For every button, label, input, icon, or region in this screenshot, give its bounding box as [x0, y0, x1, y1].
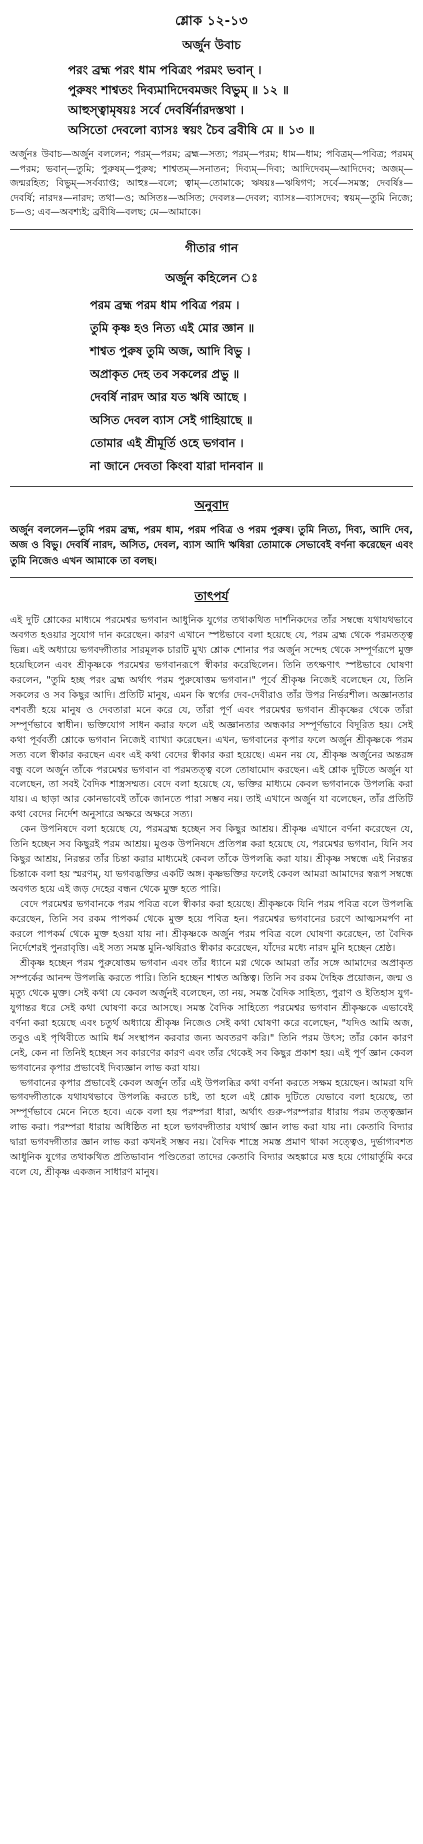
sanskrit-verse — [10, 60, 413, 140]
section-divider — [10, 486, 413, 487]
verse-line: পুরুষং শাশ্বতং দিব্যমাদিদেবমজং বিভুম্ ॥ ১২ ॥ — [68, 83, 289, 97]
translation-title: অনুবাদ — [194, 497, 229, 512]
purport-paragraph: বেদে পরমেশ্বর ভগবানকে পরম পবিত্র বলে স্বীকার করা হয়েছে। শ্রীকৃষ্ণকে যিনি পরম পবিত্র বলে উপলব্ধি করেছেন, তিনি সব রকম পাপকর্ম থেকে মুক্ত হয়ে পবিত্র হন। পরমেশ্বর ভগবানের চরণে আত্মসমর্পণ না করলে পাপকর্ম থেকে মুক্ত হওয়া যায় না। শ্রীকৃষ্ণকে অর্জুন পরম পবিত্র বলে ঘোষণা করেছেন, তা বৈদিক নির্দেশেরই পুনরাবৃত্তি। এই সত্য সমস্ত মুনি-ঋষিরাও স্বীকার করেছেন, যাঁদের মধ্যে নারদ মুনি হচ্ছেন শ্রেষ্ঠ। — [10, 898, 413, 955]
section-divider — [10, 577, 413, 578]
section-divider — [10, 229, 413, 230]
song-line: অপ্রাকৃত দেহ তব সকলের প্রভু ॥ — [90, 366, 240, 381]
song-line: তোমার এই শ্রীমূর্তি ওহে ভগবান । — [90, 435, 244, 450]
song-line: তুমি কৃষ্ণ হও নিত্য এই মোর জ্ঞান ॥ — [90, 320, 255, 335]
translation-text: অর্জুন বললেন—তুমি পরম ব্রহ্ম, পরম ধাম, পরম পবিত্র ও পরম পুরুষ। তুমি নিত্য, দিব্য, আদি দেব, অজ ও বিভু। দেবর্ষি নারদ, অসিত, দেবল, ব্যাস আদি ঋষিরা তোমাকে সেভাবেই বর্ণনা করেছেন এবং তুমি নিজেও এখন আমাকে তা বলছ। — [10, 524, 413, 567]
song-line: পরম ব্রহ্ম পরম ধাম পবিত্র পরম । — [90, 297, 240, 312]
purport-title: তাৎপর্য — [194, 589, 229, 604]
verse-speaker: অর্জুন উবাচ — [182, 38, 241, 52]
song-verse — [10, 294, 413, 478]
purport-paragraph: শ্রীকৃষ্ণ হচ্ছেন পরম পুরুষোত্তম ভগবান এবং তাঁর ধ্যানে মগ্ন থেকে আমরা তাঁর সঙ্গে আমাদের অপ্রাকৃত সম্পর্কের আনন্দ উপলব্ধি করতে পারি। তিনি হচ্ছেন শাশ্বত অস্তিত্ব। তিনি সব রকম দৈহিক প্রয়োজন, জন্ম ও মৃত্যু থেকে মুক্ত। সেই কথা যে কেবল অর্জুনই বলেছেন, তা নয়, সমস্ত বৈদিক সাহিত্য, পুরাণ ও ইতিহাস যুগ-যুগান্তর ধরে সেই কথা ঘোষণা করে আসছে। সমস্ত বৈদিক সাহিত্যে পরমেশ্বর ভগবান শ্রীকৃষ্ণকে এভাবেই বর্ণনা করা হয়েছে এবং চতুর্থ অধ্যায়ে শ্রীকৃষ্ণ নিজেও সেই কথা ঘোষণা করে বলেছেন, "যদিও আমি অজ, তবুও এই পৃথিবীতে আমি ধর্ম সংস্থাপন করবার জন্য অবতরণ করি।" তিনি পরম উৎস; তাঁর কোন কারণ নেই, কেন না তিনিই হচ্ছেন সব কারণের কারণ এবং তাঁর থেকেই সব কিছুর প্রকাশ হয়। এই পূর্ণ জ্ঞান কেবল ভগবানের কৃপার প্রভাবেই দিব্যজ্ঞান লাভ করা যায়। — [10, 958, 413, 1074]
sloka-number: শ্লোক ১২-১৩ — [175, 14, 248, 29]
song-line: অসিত দেবল ব্যাস সেই গাহিয়াছে ॥ — [90, 412, 253, 427]
song-line: শাশ্বত পুরুষ তুমি অজ, আদি বিভু । — [90, 343, 251, 358]
purport-body — [10, 614, 413, 1180]
purport-paragraph: এই দুটি শ্লোকের মাধ্যমে পরমেশ্বর ভগবান আধুনিক যুগের তথাকথিত দার্শনিকদের তাঁর সম্বন্ধে যথাযথভাবে অবগত হওয়ার সুযোগ দান করেছেন। কারণ এখানে স্পষ্টভাবে বলা হয়েছে যে, পরম ব্রহ্ম থেকে পরমতত্ত্ব ভিন্ন। এই অধ্যায়ে ভগবদ্গীতার সারমূলক চারটি মুখ্য শ্লোক শোনার পর অর্জুন সন্দেহ থেকে সম্পূর্ণরূপে মুক্ত হয়েছিলেন এবং শ্রীকৃষ্ণকে পরমেশ্বর ভগবানরূপে স্বীকার করেছিলেন। তিনি তৎক্ষণাৎ স্পষ্টভাবে ঘোষণা করলেন, "তুমি হচ্ছ পরং ব্রহ্ম অর্থাৎ পরম পুরুষোত্তম ভগবান।" পূর্বে শ্রীকৃষ্ণ নিজেই বলেছেন যে, তিনি সকলের ও সব কিছুর আদি। প্রতিটি মানুষ, এমন কি স্বর্গের দেব-দেবীরাও তাঁর উপর নির্ভরশীল। অজ্ঞানতার বশবর্তী হয়ে মানুষ ও দেবতারা মনে করে যে, তাঁরা পূর্ণ এবং পরমেশ্বর ভগবান শ্রীকৃষ্ণের থেকে তাঁরা সম্পূর্ণভাবে স্বাধীন। ভক্তিযোগ সাধন করার ফলে এই অজ্ঞানতার অন্ধকার সম্পূর্ণভাবে বিদূরিত হয়। সেই কথা পূর্ববর্তী শ্লোকে ভগবান নিজেই ব্যাখ্যা করেছেন। এখন, ভগবানের কৃপার ফলে অর্জুন শ্রীকৃষ্ণকে পরম সত্য বলে স্বীকার করছেন এবং এই কথা বেদের স্বীকার করা হয়েছে। এমন নয় যে, শ্রীকৃষ্ণ অর্জুনের অন্তরঙ্গ বন্ধু বলে অর্জুন তাঁকে পরমেশ্বর ভগবান বা পরমতত্ত্ব বলে তোষামোদ করছেন। এই শ্লোক দুটিতে অর্জুন যা বলেছেন, তা সবই বৈদিক শাস্ত্রসম্মত। বেদে বলা হয়েছে যে, ভক্তির মাধ্যমে কেবল ভগবানকে উপলব্ধি করা যায়। এ ছাড়া আর কোনভাবেই তাঁকে জানতে পারা সম্ভব নয়। তাই এখানে অর্জুন যা বলেছেন, তাঁর প্রতিটি কথা বেদের নির্দেশ অনুসারে অক্ষরে অক্ষরে সত্য। — [10, 615, 413, 821]
song-line: না জানে দেবতা কিংবা যারা দানবান ॥ — [90, 458, 264, 473]
song-speaker: অর্জুন কহিলেন ঃ — [165, 270, 258, 285]
purport-paragraph: ভগবানের কৃপার প্রভাবেই কেবল অর্জুন তাঁর এই উপলব্ধির কথা বর্ণনা করতে সক্ষম হয়েছেন। আমরা যদি ভগবদ্গীতাকে যথাযথভাবে উপলব্ধি করতে চাই, তা হলে এই শ্লোক দুটিতে যেভাবে বলা হয়েছে, তা সম্পূর্ণভাবে মেনে নিতে হবে। একে বলা হয় পরম্পরা ধারা, অর্থাৎ গুরু-পরম্পরার ধারায় পরম তত্ত্বজ্ঞান লাভ করা। পরম্পরা ধারায় অধিষ্ঠিত না হলে ভগবদ্গীতার যথার্থ জ্ঞান লাভ করা যায় না। কেতাবি বিদ্যার দ্বারা ভগবদ্গীতার জ্ঞান লাভ করা কখনই সম্ভব নয়। বৈদিক শাস্ত্রে সমস্ত প্রমাণ থাকা সত্ত্বেও, দুর্ভাগ্যবশত আধুনিক যুগের তথাকথিত প্রতিভাবান পণ্ডিতেরা তাদের কেতাবি বিদ্যার অহঙ্কারে মত্ত হয়ে গোয়ার্তুমি করে বলে যে, শ্রীকৃষ্ণ একজন সাধারণ মানুষ। — [10, 1077, 413, 1178]
song-section-title: গীতার গান — [184, 240, 239, 255]
verse-line: অসিতো দেবলো ব্যাসঃ স্বয়ং চৈব ব্রবীষি মে ॥ ১৩ ॥ — [68, 123, 315, 137]
song-line: দেবর্ষি নারদ আর যত ঋষি আছে । — [90, 389, 247, 404]
purport-paragraph: কেন উপনিষদে বলা হয়েছে যে, পরমব্রহ্ম হচ্ছেন সব কিছুর আশ্রয়। শ্রীকৃষ্ণ এখানে বর্ণনা করেছেন যে, তিনি হচ্ছেন সব কিছুরই পরম আশ্রয়। মুণ্ডক উপনিষদে প্রতিপন্ন করা হয়েছে যে, পরমেশ্বর ভগবান, যিনি সব কিছুর আশ্রয়, নিরন্তর তাঁর চিন্তা করার মাধ্যমেই কেবল তাঁকে উপলব্ধি করা যায়। শ্রীকৃষ্ণ সম্বন্ধে এই নিরন্তর চিন্তাকে বলা হয় স্মরণম্, যা ভগবদ্ভক্তির একটি অঙ্গ। কৃষ্ণভক্তির ফলেই কেবল আমরা আমাদের স্বরূপ সম্বন্ধে অবগত হয়ে এই জড় দেহের বন্ধন থেকে মুক্ত হতে পারি। — [10, 824, 413, 895]
verse-line: আহুস্ত্বামৃষয়ঃ সর্বে দেবর্ষির্নারদস্তথা । — [68, 103, 244, 117]
word-synonyms: অর্জুনঃ উবাচ—অর্জুন বললেন; পরম্—পরম; ব্রহ্ম—সত্য; পরম্—পরম; ধাম—ধাম; পবিত্রম্—পবিত্র; পরমম্—পরম; ভবান্—তুমি; পুরুষম্—পুরুষ; শাশ্বতম্—সনাতন; দিব্যম্—দিব্য; আদিদেবম্—আদিদেব; অজম্—জন্মরহিত; বিভুম্—সর্বব্যাপ্ত; আহুঃ—বলে; ত্বাম্—তোমাকে; ঋষয়ঃ—ঋষিগণ; সর্বে—সমস্ত; দেবর্ষিঃ—দেবর্ষি; নারদঃ—নারদ; তথা—ও; অসিতঃ—অসিত; দেবলঃ—দেবল; ব্যাসঃ—ব্যাসদেব; স্বয়ম্—তুমি নিজে; চ—ও; এব—অবশ্যই; ব্রবীষি—বলছ; মে—আমাকে। — [10, 149, 413, 219]
verse-line: পরং ব্রহ্ম পরং ধাম পবিত্রং পরমং ভবান্ । — [68, 63, 262, 77]
